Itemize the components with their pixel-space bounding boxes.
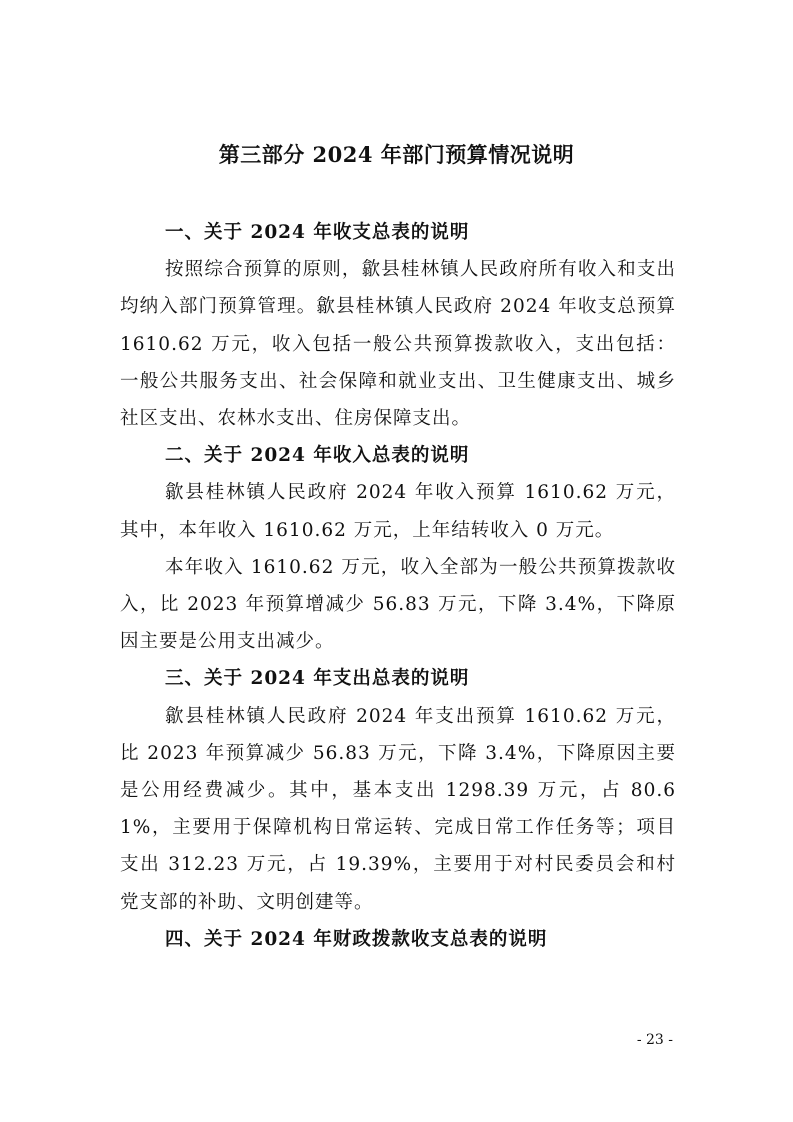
section-paragraph: 歙县桂林镇人民政府 2024 年支出预算 1610.62 万元，比 2023 年预算减少 56.83 万元，下降 3.4%，下降原因主要是公用经费减少。其中，基本支出 1298.39 万元，占 80.61%，主要用于保障机构日常运转、完成日常工作任务等；项目支出 312.23 万元，占 19.39%，主要用于对村民委员会和村党支部的补助、文明创建等。 xyxy=(120,705,676,913)
section-heading-3: 三、关于 2024 年支出总表的说明 xyxy=(165,668,470,690)
page-number: - 23 - xyxy=(636,1032,673,1048)
section-paragraph: 歙县桂林镇人民政府 2024 年收入预算 1610.62 万元，其中，本年收入 1610.62 万元，上年结转收入 0 万元。 xyxy=(120,482,676,541)
section-heading-1: 一、关于 2024 年收支总表的说明 xyxy=(165,222,470,243)
section-heading-4: 四、关于 2024 年财政拨款收支总表的说明 xyxy=(165,928,548,950)
page-title: 第三部分 2024 年部门预算情况说明 xyxy=(218,142,575,167)
document-body xyxy=(120,214,676,958)
section-paragraph: 本年收入 1610.62 万元，收入全部为一般公共预算拨款收入，比 2023 年预算增减少 56.83 万元，下降 3.4%，下降原因主要是公用支出减少。 xyxy=(120,556,676,653)
section-heading-2: 二、关于 2024 年收入总表的说明 xyxy=(165,445,470,467)
section-paragraph: 按照综合预算的原则，歙县桂林镇人民政府所有收入和支出均纳入部门预算管理。歙县桂林镇人民政府 2024 年收支总预算 1610.62 万元，收入包括一般公共预算拨款收入，支出包括：一般公共服务支出、社会保障和就业支出、卫生健康支出、城乡社区支出、农林水支出、住房保障支出。 xyxy=(120,259,676,430)
